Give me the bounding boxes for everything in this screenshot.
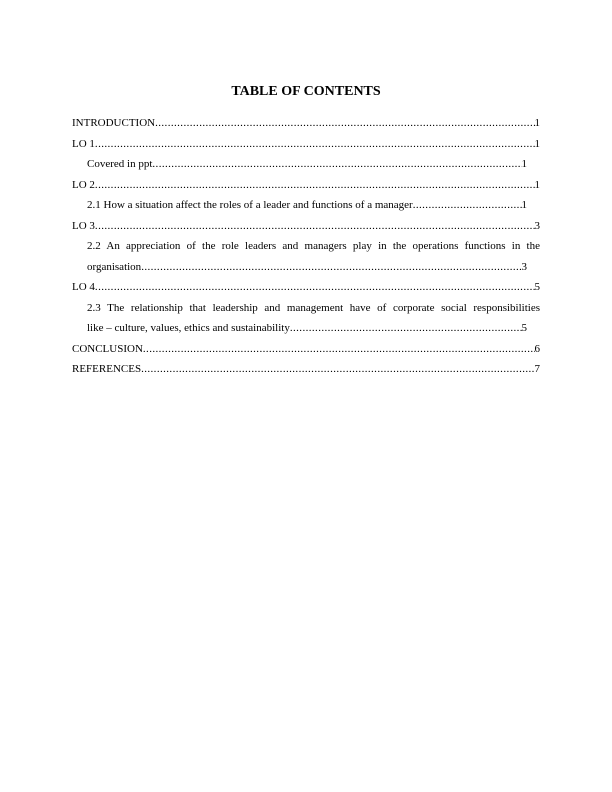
toc-entry-page: 3	[521, 260, 527, 273]
dot-leader	[413, 195, 522, 216]
toc-entry-2-2[interactable]	[72, 236, 540, 277]
dot-leader	[95, 277, 535, 298]
toc-entry-label-line2: organisation	[87, 260, 142, 273]
toc-entry-introduction[interactable]	[72, 113, 540, 134]
dot-leader	[152, 154, 521, 175]
toc-entry-page: 3	[534, 219, 540, 232]
toc-entry-continuation	[87, 257, 540, 278]
toc-entry-label: Covered in ppt	[87, 158, 153, 170]
toc-entry-label: LO 1	[72, 137, 95, 150]
toc-entry-label-line1: 2.2 An appreciation of the role leaders and managers play in the operations functions in the	[87, 240, 540, 252]
toc-entry-page: 1	[521, 199, 527, 211]
toc-entry-lo1[interactable]	[72, 134, 540, 155]
toc-entry-label: LO 3	[72, 219, 95, 232]
toc-entry-label: 2.1 How a situation affect the roles of a leader and functions of a manager	[87, 199, 413, 211]
dot-leader	[143, 339, 535, 360]
toc-entry-conclusion[interactable]	[72, 339, 540, 360]
dot-leader	[141, 359, 534, 380]
toc-entry-references[interactable]	[72, 359, 540, 380]
toc-entry-lo3[interactable]	[72, 216, 540, 237]
toc-entry-label: LO 4	[72, 281, 95, 293]
toc-entry-covered-in-ppt[interactable]	[72, 154, 540, 175]
toc-entry-label-line2: like – culture, values, ethics and sustainability	[87, 322, 290, 334]
dot-leader	[290, 318, 522, 339]
toc-entry-2-1[interactable]	[72, 195, 540, 216]
toc-entry-page: 5	[534, 281, 540, 293]
toc-entry-lo2[interactable]	[72, 175, 540, 196]
toc-entry-label: REFERENCES	[72, 363, 142, 375]
dot-leader	[155, 113, 534, 134]
toc-entry-page: 1	[534, 137, 540, 150]
toc-entry-page: 1	[534, 178, 540, 191]
toc-entry-label: INTRODUCTION	[72, 117, 156, 129]
toc-entry-page: 7	[534, 363, 540, 375]
dot-leader	[95, 216, 535, 237]
toc-entry-continuation	[87, 318, 540, 339]
toc-entry-2-3[interactable]	[72, 298, 540, 339]
dot-leader	[95, 134, 535, 155]
toc-entry-label: LO 2	[72, 178, 95, 191]
dot-leader	[141, 257, 521, 278]
dot-leader	[95, 175, 535, 196]
table-of-contents	[72, 113, 540, 380]
toc-entry-label-line1: 2.3 The relationship that leadership and management have of corporate social responsibilities	[87, 301, 540, 314]
toc-entry-page: 6	[534, 342, 540, 355]
toc-title: TABLE OF CONTENTS	[231, 84, 381, 99]
toc-entry-page: 1	[521, 158, 527, 170]
toc-entry-label: CONCLUSION	[72, 342, 143, 355]
toc-entry-page: 5	[521, 322, 527, 334]
toc-entry-lo4[interactable]	[72, 277, 540, 298]
toc-entry-page: 1	[534, 117, 540, 129]
